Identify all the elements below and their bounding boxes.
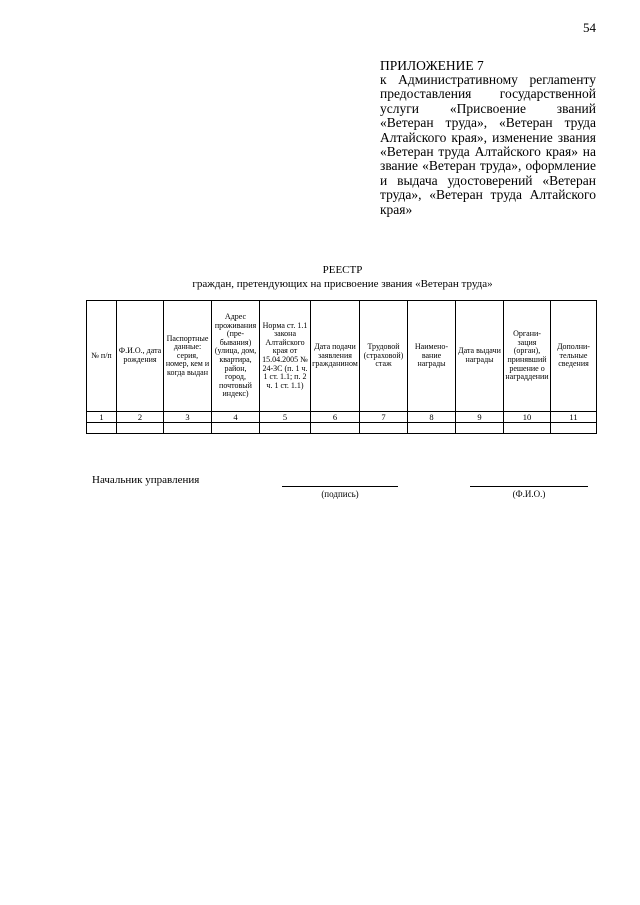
column-number: 3 — [164, 412, 212, 423]
name-caption: (Ф.И.О.) — [512, 489, 546, 499]
name-line — [470, 486, 588, 487]
column-number: 6 — [311, 412, 360, 423]
signature-caption: (подпись) — [321, 489, 359, 499]
column-number: 8 — [408, 412, 456, 423]
column-number: 4 — [212, 412, 260, 423]
appendix-title: ПРИЛОЖЕНИЕ 7 — [380, 58, 484, 73]
table-cell — [504, 423, 551, 434]
table-cell — [408, 423, 456, 434]
table-cell — [360, 423, 408, 434]
column-number-row — [87, 412, 597, 423]
table-header-row — [87, 301, 597, 412]
table-cell — [117, 423, 164, 434]
column-number: 5 — [260, 412, 311, 423]
column-number: 9 — [456, 412, 504, 423]
signature-label: Начальник управления — [92, 474, 200, 486]
registry-title: РЕЕСТР — [322, 264, 363, 276]
header-cell-additional-info: Дополнительные сведения — [551, 301, 597, 412]
registry-table — [86, 300, 597, 434]
appendix-text: к Административному реглаmенту предоставления государственной услуги «Присвоение званий «Ветеран труда», «Ветеран труда Алтайского края», изменение звания «Ветеран труда Алтайского края» на звание «Ветеран труда», оформление и выдача удостоверений «Ветеран труда», «Ветеран труда Алтайского края» — [380, 72, 596, 217]
header-cell-awarding-organization: Организация (орган), принявший решение о награддении — [504, 301, 551, 412]
signature-line — [282, 486, 398, 487]
header-cell-passport: Паспортные данные: серия, номер, кем и когда выдан — [164, 301, 212, 412]
header-cell-application-date: Дата подачи заявления гражданином — [311, 301, 360, 412]
header-cell-address: Адрес проживания (пребывания) (улица, дом, квартира, район, город, почтовый индекс) — [212, 301, 260, 412]
table-cell — [164, 423, 212, 434]
table-cell — [456, 423, 504, 434]
column-number: 2 — [117, 412, 164, 423]
column-number: 11 — [551, 412, 597, 423]
table-cell — [311, 423, 360, 434]
column-number: 7 — [360, 412, 408, 423]
appendix-block — [380, 58, 596, 217]
header-cell-number: № п/п — [87, 301, 117, 412]
registry-subtitle: граждан, претендующих на присвоение звания «Ветеран труда» — [192, 278, 493, 290]
header-cell-work-experience: Трудовой (страховой) стаж — [360, 301, 408, 412]
header-cell-law-norm: Норма ст. 1.1 закона Алтайского края от 15.04.2005 № 24-ЗС (п. 1 ч. 1 ст. 1.1; п. 2 ч. 1 ст. 1.1) — [260, 301, 311, 412]
table-cell — [260, 423, 311, 434]
header-cell-award-date: Дата выдачи награды — [456, 301, 504, 412]
table-cell — [551, 423, 597, 434]
header-cell-award-name: Наименование награды — [408, 301, 456, 412]
column-number: 1 — [87, 412, 117, 423]
table-cell — [212, 423, 260, 434]
column-number: 10 — [504, 412, 551, 423]
registry-heading — [90, 263, 595, 291]
table-cell — [87, 423, 117, 434]
table-row — [87, 423, 597, 434]
page-number: 54 — [583, 20, 596, 35]
header-cell-name: Ф.И.О., дата рождения — [117, 301, 164, 412]
